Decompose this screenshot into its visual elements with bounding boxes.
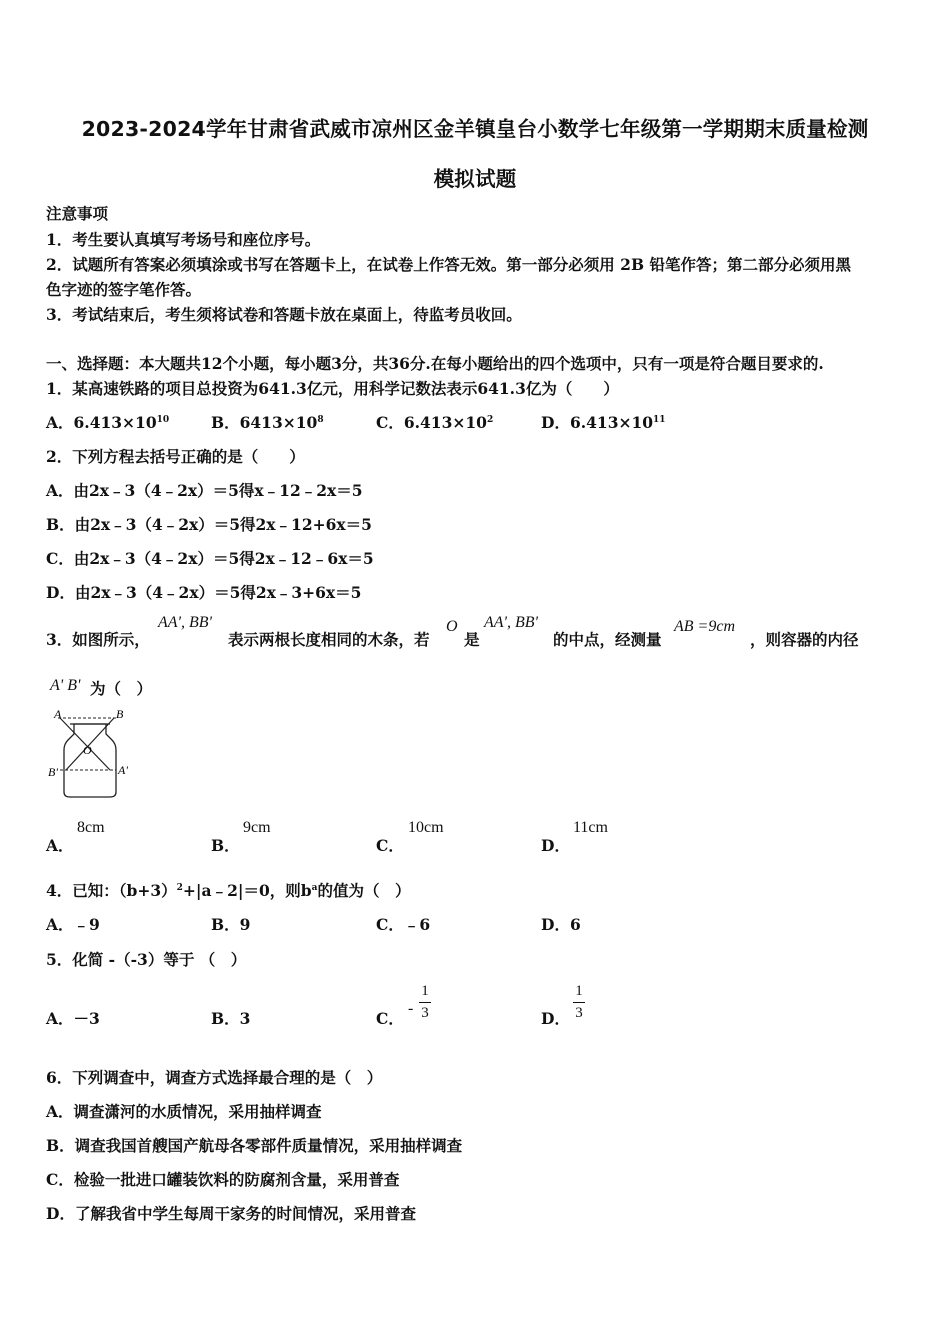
container-figure: [46, 702, 142, 802]
fig-label-b: B: [116, 707, 124, 721]
q5-option-c-fraction: 1 3: [419, 983, 431, 1022]
page-title: 2023-2024学年甘肃省武威市凉州区金羊镇皇台小数学七年级第一学期期末质量检测: [81, 117, 869, 141]
q6-option-d: D．了解我省中学生每周干家务的时间情况，采用普查: [46, 1204, 416, 1223]
q5-option-d-label: D．: [541, 1009, 570, 1028]
q3-math-aa-bb: AA', BB': [158, 614, 212, 631]
fig-label-bp: B': [48, 765, 58, 779]
q2-option-c: C．由2x﹣3（4﹣2x）＝5得2x﹣12﹣6x＝5: [46, 549, 374, 568]
notice-heading: 注意事项: [46, 204, 109, 223]
notice-item-1: 1．考生要认真填写考场号和座位序号。: [46, 230, 321, 249]
q3-stem-part3: 是: [464, 630, 480, 649]
q6-option-c: C．检验一批进口罐装饮料的防腐剂含量，采用普查: [46, 1170, 400, 1189]
q3-stem-part5: ，则容器的内径: [750, 630, 859, 649]
q2-stem: 2．下列方程去括号正确的是（ ）: [46, 447, 305, 466]
q5-option-b: B．3: [211, 1009, 251, 1028]
q3-option-d-label: D．: [541, 836, 570, 855]
q3-stem-part6: 为（ ）: [90, 679, 153, 698]
fig-label-a: A: [54, 707, 62, 721]
q4-stem: 4．已知：$(b+3)^2+|a﹣2|=0$，则$b^a$的值为（ ）: [46, 881, 411, 900]
q5-option-c-sign: -: [408, 1000, 414, 1017]
q4-option-d: D．6: [541, 915, 581, 934]
q3-stem-part1: 3．如图所示，: [46, 630, 150, 649]
q4-option-a: A．﹣9: [46, 915, 100, 934]
notice-item-2-cont: 色字迹的签字笔作答。: [46, 280, 202, 299]
q5-option-a: A．－3: [46, 1009, 100, 1028]
q5-option-c-label: C．: [376, 1009, 404, 1028]
q1-option-c: C．$6.413\times 10^2$: [376, 413, 494, 432]
q2-option-d: D．由2x﹣3（4﹣2x）＝5得2x﹣3+6x＝5: [46, 583, 362, 602]
q1-option-a: A．$6.413\times 10^{10}$: [46, 413, 170, 432]
q1-option-d: D．$6.413\times 10^{11}$: [541, 413, 666, 432]
q3-option-b-label: B．: [211, 836, 240, 855]
q3-option-d-value: 11cm: [573, 819, 608, 836]
q6-stem: 6．下列调查中，调查方式选择最合理的是（ ）: [46, 1068, 383, 1087]
q3-math-ab: AB =9cm: [674, 618, 735, 635]
notice-item-2: 2．试题所有答案必须填涂或书写在答题卡上，在试卷上作答无效。第一部分必须用 2B 铅笔作答；第二部分必须用黑: [46, 255, 851, 274]
q3-option-c-label: C．: [376, 836, 404, 855]
q2-option-a: A．由2x﹣3（4﹣2x）＝5得x﹣12﹣2x＝5: [46, 481, 363, 500]
q4-option-c: C．﹣6: [376, 915, 431, 934]
q5-stem: 5．化简 -（-3）等于 （ ）: [46, 950, 247, 969]
q1-stem: 1．某高速铁路的项目总投资为641.3亿元，用科学记数法表示641.3亿为（ ）: [46, 379, 619, 398]
page-subtitle: 模拟试题: [433, 167, 517, 191]
q2-option-b: B．由2x﹣3（4﹣2x）＝5得2x﹣12+6x＝5: [46, 515, 372, 534]
q3-option-c-value: 10cm: [408, 819, 444, 836]
q3-option-b-value: 9cm: [243, 819, 271, 836]
q3-stem-part2: 表示两根长度相同的木条，若: [228, 630, 430, 649]
q5-option-d-fraction: 1 3: [573, 983, 585, 1022]
q1-option-b: B．$6413\times 10^8$: [211, 413, 324, 432]
q3-option-a-label: A．: [46, 836, 74, 855]
section-heading: 一、选择题：本大题共12个小题，每小题3分，共36分.在每小题给出的四个选项中，只有一项是符合题目要求的.: [46, 354, 824, 373]
fig-label-ap: A': [118, 763, 128, 777]
q4-option-b: B．9: [211, 915, 251, 934]
notice-item-3: 3．考试结束后，考生须将试卷和答题卡放在桌面上，待监考员收回。: [46, 305, 522, 324]
fig-label-o: O: [83, 743, 92, 757]
q3-option-a-value: 8cm: [77, 819, 105, 836]
q3-stem-part4: 的中点，经测量: [553, 630, 662, 649]
q3-math-o: O: [446, 618, 458, 635]
q6-option-b: B．调查我国首艘国产航母各零部件质量情况，采用抽样调查: [46, 1136, 463, 1155]
q3-math-aa-bb-2: AA', BB': [484, 614, 538, 631]
q3-math-apbp: A' B': [50, 677, 81, 694]
q6-option-a: A．调查潇河的水质情况，采用抽样调查: [46, 1102, 322, 1121]
